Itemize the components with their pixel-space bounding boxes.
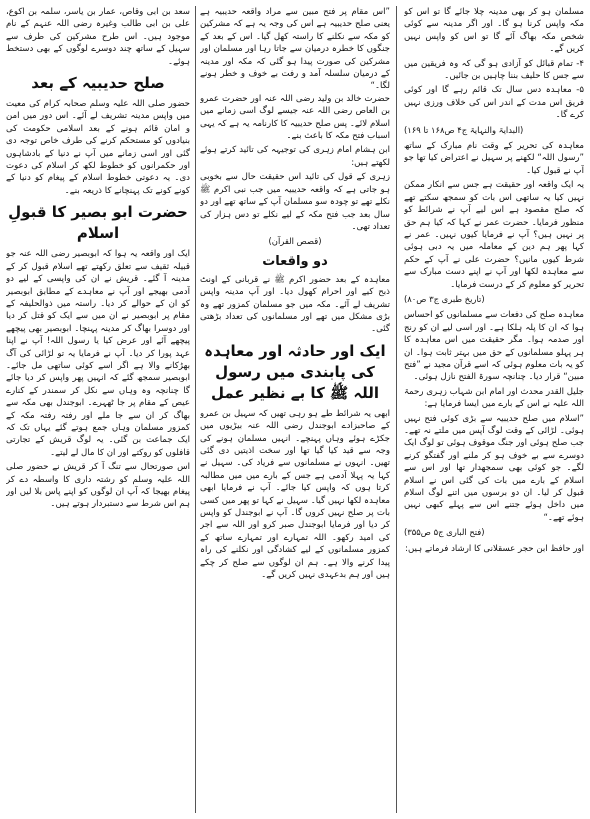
paragraph: حضرت خالد بن ولید رضی اللہ عنہ اور حضرت عمرو بن العاص رضی اللہ عنہ جیسے لوگ اسی زمانے میں اسلام لائے۔ پس صلح حدیبیہ کا کارنامہ یہ ہے کہ یہی اسباب فتح مکہ کا باعث بنے۔: [200, 93, 390, 142]
paragraph: ایک اور واقعہ یہ ہوا کہ ابوبصیر رضی اللہ عنہ جو قبیلہ ثقیف سے تعلق رکھتے تھے اسلام قبول کر کے مدینہ آ گئے۔ قریش نے ان کی واپسی کے لیے دو آدمی بھیجے اور آپ نے معاہدے کے مطابق ابوبصیر کو ان کے حوالے کر دیا۔ راستہ میں ذوالحلیفہ کے مقام پر ابوبصیر نے ان میں سے ایک کو قتل کر دیا اور دوسرا بھاگ کر مدینہ پہنچا۔ ابوبصیر بھی پیچھے پیچھے آئے اور عرض کیا یا رسول اللہ! آپ نے اپنا عہد پورا کر دیا۔ آپ نے فرمایا یہ تو لڑائی کی آگ بھڑکانے والا ہے اگر اسے کوئی ساتھی مل جائے۔ ابوبصیر سمجھ گئے کہ انہیں پھر واپس کر دیا جائے گا چنانچہ وہ وہاں سے نکل کر سمندر کے کنارے عیص کے مقام پر جا ٹھہرے۔ ابوجندل بھی مکہ سے بھاگ کر ان سے جا ملے اور رفتہ رفتہ مکہ کے کمزور مسلمان وہاں جمع ہوتے گئے یہاں تک کہ ایک جماعت بن گئی۔ یہ لوگ قریش کے تجارتی قافلوں کو روکتے اور ان کا مال لے لیتے۔: [6, 249, 190, 458]
column-divider: [396, 6, 397, 813]
paragraph: مسلمان ہو کر بھی مدینہ چلا جائے گا تو اس کو مکہ واپس کرنا ہو گا۔ اور اگر مدینہ سے کوئی شخص مکہ بھاگ آئے گا تو اس کو واپس نہیں کریں گے۔: [404, 7, 584, 55]
paragraph: اس صورتحال سے تنگ آ کر قریش نے حضور صلی اللہ علیہ وسلم کو رشتہ داری کا واسطہ دے کر پیغام بھیجا کہ آپ ان لوگوں کو اپنے پاس بلا لیں اور ہم اس شرط سے دستبردار ہوتے ہیں۔: [6, 462, 190, 510]
middle-column: [200, 6, 390, 813]
quotation: ”اس مقام پر فتح مبین سے مراد واقعہ حدیبیہ ہے یعنی صلح حدیبیہ ہے اس کی وجہ یہ ہے کہ مشرکین کو مکہ سے نکلنے کا راستہ کھل گیا۔ اس کے بعد کے جنگوں کا خطرہ درمیان سے جاتا رہا اور مسلمان اور مشرکین کی صورت پیدا ہو گئی کہ مکہ اور مدینہ کے درمیان سلسلہ آمد و رفت بے خوف و خطر ہونے لگا۔“: [200, 7, 390, 92]
paragraph: ۵- معاہدہ دس سال تک قائم رہے گا اور کوئی فریق اس مدت کے اندر اس کی خلاف ورزی نہیں کرے گا۔: [404, 85, 584, 121]
reference: (تاریخ طبری ج۳ ص۸۰): [404, 293, 485, 304]
quotation: زہری کے قول کی تائید اس حقیقت حال سے بخوبی ہو جاتی ہے کہ واقعہ حدیبیہ میں جب نبی اکرم ﷺ نکلے تھے تو چودہ سو مسلمان آپ کے ساتھ تھے اور دو سال بعد جب فتح مکہ کے لیے نکلے تو دس ہزار کی تعداد تھی۔: [200, 172, 390, 232]
quotation: ”اسلام میں صلح حدیبیہ سے بڑی کوئی فتح نہیں ہوئی۔ لڑائی کے وقت لوگ آپس میں ملتے نہ تھے۔ جب صلح ہوئی اور جنگ موقوف ہوئی تو لوگ ایک دوسرے سے بے خوف ہو کر ملنے اور گفتگو کرنے لگے۔ جو کوئی بھی سمجھدار تھا اور اس سے اسلام کے بارے میں بات کی گئی اس نے اسلام قبول کر لیا۔ ان دو برسوں میں اتنے لوگ اسلام میں داخل ہوئے جتنے اس سے پہلے کبھی نہیں ہوئے تھے۔“: [404, 413, 584, 523]
paragraph: ابھی یہ شرائط طے ہو رہی تھیں کہ سہیل بن عمرو کے صاحبزادے ابوجندل رضی اللہ عنہ بیڑیوں میں جکڑے ہوئے وہاں پہنچے۔ انہیں مسلمان ہونے کی وجہ سے قید کیا گیا تھا اور سخت اذیتیں دی گئی تھیں۔ انہوں نے مسلمانوں سے فریاد کی۔ سہیل نے کہا یہ پہلا آدمی ہے جس کے بارے میں میں مطالبہ کرتا ہوں کہ واپس کیا جائے۔ آپ نے فرمایا ابھی معاہدہ لکھا نہیں گیا۔ سہیل نے کہا تو پھر میں کسی بات پر صلح نہیں کروں گا۔ آپ نے ابوجندل کو واپس کر دیا اور فرمایا ابوجندل صبر کرو اور اللہ سے اجر کی امید رکھو۔ اللہ تمہارے اور تمہارے ساتھ کے کمزور مسلمانوں کے لیے کشادگی اور نکلنے کی راہ پیدا کرنے والا ہے۔ ہم ان لوگوں سے صلح کر چکے ہیں اور ہم بدعہدی نہیں کریں گے۔: [200, 408, 390, 581]
reference: (البدایۃ والنہایۃ ج۴ ص۱۶۸ تا ۱۶۹): [404, 124, 524, 135]
right-column: [404, 6, 584, 813]
paragraph: معاہدہ کے بعد حضور اکرم ﷺ نے قربانی کے اونٹ ذبح کیے اور احرام کھول دیا۔ اور آپ مدینہ واپس تشریف لے آئے۔ مکہ میں جو مسلمان کمزور تھے وہ بڑی مشکل میں تھے اور مسلمانوں کی تعداد بڑھتی گئی۔: [200, 274, 390, 335]
paragraph: سعد بن ابی وقاص، عمار بن یاسر، سلمہ بن اکوع، علی بن ابی طالب وغیرہ رضی اللہ عنہم کے نام موجود ہیں۔ اس طرح مشرکین کی طرف سے سہیل کے ساتھ چند دوسرے لوگوں کے بھی دستخط ہوئے۔: [6, 7, 190, 67]
paragraph: اور حافظ ابن حجر عسقلانی کا ارشاد فرماتے ہیں:: [405, 543, 584, 554]
column-divider: [195, 6, 196, 813]
paragraph: معاہدہ صلح کی دفعات سے مسلمانوں کو احساس ہوا کہ ان کا پلہ ہلکا ہے۔ اور اسی لیے ان کو رنج اور صدمہ ہوا۔ مگر حقیقت میں اس معاہدہ کا ہر پہلو مسلمانوں کے حق میں بہتر ثابت ہوا۔ ان کو یہ بات معلوم ہوئی کہ اسے قرآن مجید نے ”فتح مبین“ قرار دیا۔ چنانچہ سورۃ الفتح نازل ہوئی۔: [404, 310, 584, 383]
section-heading: صلح حدیبیہ کے بعد: [31, 74, 165, 93]
paragraph: ابن ہشام امام زہری کی توجیہہ کی تائید کرتے ہوئے لکھتے ہیں:: [200, 145, 390, 168]
paragraph: یہ ایک واقعہ اور حقیقت ہے جس سے انکار ممکن نہیں کیا یہ ساتھی اس بات کو سمجھ سکتے تھے کہ صلح مقصود ہے اس لیے آپ نے شرائط کو منظور فرمایا۔ حضرت عمر نے کہا کہ کیا ہم حق پر نہیں ہیں؟ آپ نے فرمایا کیوں نہیں۔ عمر نے کہا پھر ہم دین کے معاملہ میں یہ دبی ہوئی شرط کیوں مانیں؟ حضرت علی نے آپ کے حکم سے معاہدہ لکھا اور آپ نے اپنے دست مبارک سے تحریر کو معلوم کر کے درست فرمایا۔: [404, 180, 584, 290]
paragraph: ۴- تمام قبائل کو آزادی ہو گی کہ وہ فریقین میں سے جس کا حلیف بننا چاہیں بن جائیں۔: [404, 58, 584, 82]
section-heading: دو واقعات: [262, 253, 328, 269]
left-column: [6, 6, 190, 813]
section-heading: حضرت ابو بصیر کا قبولِ اسلام: [8, 203, 188, 243]
paragraph: جلیل القدر محدث اور امام ابن شہاب زہری رحمۃ اللہ علیہ نے اس کے بارے میں ایسا فرمایا ہے:: [404, 386, 584, 410]
reference: (فتح الباری ج۵ ص۳۵۵): [404, 527, 485, 538]
paragraph: معاہدہ کی تحریر کے وقت نام مبارک کے ساتھ ”رسول اللہ“ لکھنے پر سہیل نے اعتراض کیا تھا جو آپ نے قبول کیا۔: [404, 141, 584, 176]
section-heading: ایک اور حادثہ اور معاہدہ کی پابندی میں رسول اللہ ﷺ کا بے نظیر عمل: [204, 341, 386, 402]
reference: (قصص القرآن): [268, 236, 322, 247]
paragraph: حضور صلی اللہ علیہ وسلم صحابہ کرام کی معیت میں واپس مدینہ تشریف لے آئے۔ اس دور میں امن و امان قائم ہونے کے بعد اسلامی حکومت کی بنیادوں کو مستحکم کرنے کی طرف خاص توجہ دی گئی اور اسی زمانے میں آپ نے دنیا کے بادشاہوں اور حکمرانوں کو خطوط لکھ کر اسلام کی دعوت دی۔ یہ دعوتی خطوط اسلام کے پیغام کو دنیا کے کونے کونے تک پہنچانے کا ذریعہ بنے۔: [6, 99, 190, 196]
